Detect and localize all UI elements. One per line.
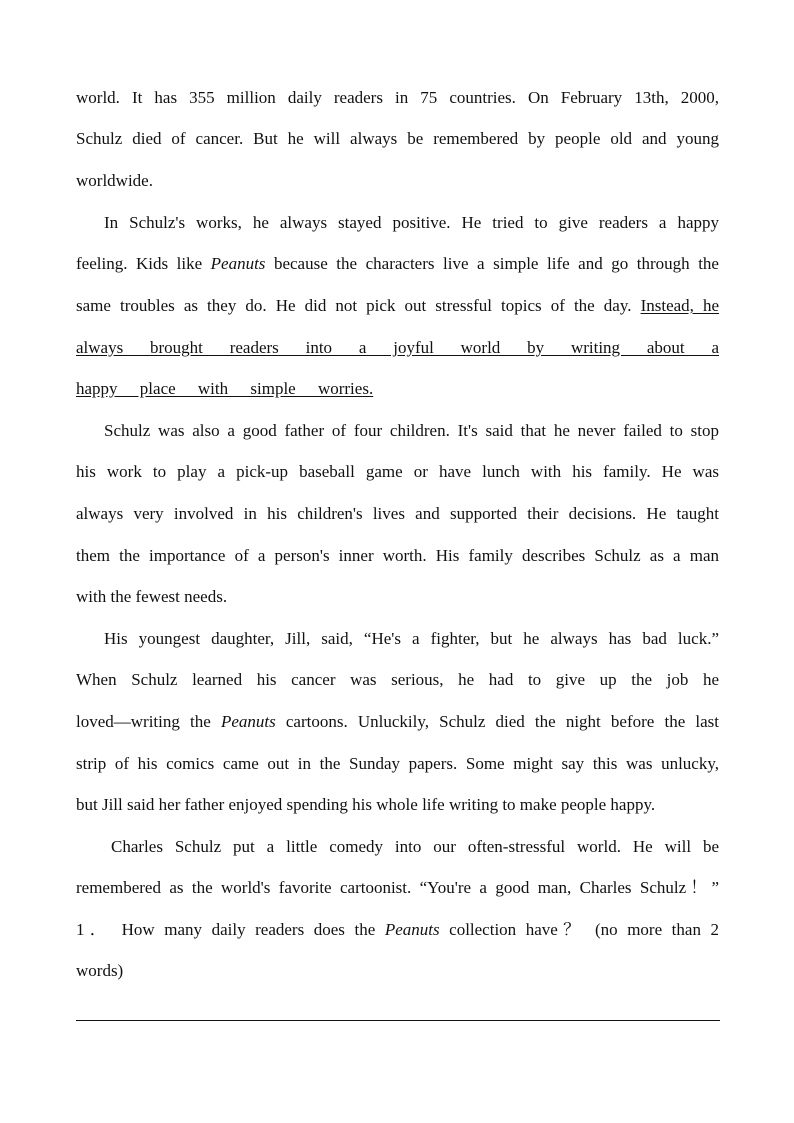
- paragraph-3-line-4: them the importance of a person's inner worth. His family describes Schulz as a man: [76, 546, 719, 565]
- paragraph-1-line-2: Schulz died of cancer. But he will always be remembered by people old and young: [76, 129, 719, 148]
- paragraph-3-line-3: always very involved in his children's lives and supported their decisions. He taught: [76, 504, 719, 523]
- text-run: loved—writing the: [76, 712, 221, 731]
- text-run: feeling. Kids like: [76, 254, 211, 273]
- text-run: 1． How many daily readers does the: [76, 920, 385, 939]
- paragraph-2-line-2: [76, 252, 719, 276]
- paragraph-1-line-1: world. It has 355 million daily readers in 75 countries. On February 13th, 2000,: [76, 88, 719, 107]
- paragraph-3-line-5: with the fewest needs.: [76, 587, 228, 606]
- paragraph-5-line-2: remembered as the world's favorite cartoonist. “You're a good man, Charles Schulz！”: [76, 878, 719, 897]
- paragraph-4-line-4: strip of his comics came out in the Sunday papers. Some might say this was unlucky,: [76, 754, 719, 773]
- text-run: cartoons. Unluckily, Schulz died the night before the last: [275, 712, 719, 731]
- text-run: collection have？ (no more than 2: [439, 920, 719, 939]
- paragraph-5-line-1: Charles Schulz put a little comedy into our often-stressful world. He will be: [111, 837, 719, 856]
- paragraph-4-line-1: His youngest daughter, Jill, said, “He's a fighter, but he always has bad luck.”: [104, 629, 719, 648]
- paragraph-4-line-5: but Jill said her father enjoyed spending his whole life writing to make people happy.: [76, 795, 656, 814]
- text-run: because the characters live a simple life and go through the: [265, 254, 719, 273]
- underlined-sentence-line-3: happy place with simple worries.: [76, 379, 374, 398]
- question-1-prompt-line-2: words): [76, 961, 124, 980]
- peanuts-title: Peanuts: [384, 920, 440, 939]
- answer-blank-line[interactable]: [76, 1020, 720, 1021]
- paragraph-1-line-3: worldwide.: [76, 171, 153, 190]
- question-1-prompt: [76, 918, 719, 942]
- paragraph-4-line-3: [76, 710, 719, 734]
- peanuts-title: Peanuts: [220, 712, 276, 731]
- text-run: same troubles as they do. He did not pick out stressful topics of the day.: [76, 296, 632, 315]
- paragraph-4-line-2: When Schulz learned his cancer was serious, he had to give up the job he: [76, 670, 719, 689]
- paragraph-2-line-1: In Schulz's works, he always stayed positive. He tried to give readers a happy: [104, 213, 719, 232]
- underlined-sentence-start: Instead, he: [640, 296, 720, 315]
- paragraph-2-line-3: [76, 294, 719, 318]
- underlined-sentence-line-2: always brought readers into a joyful world by writing about a: [76, 338, 719, 357]
- peanuts-title: Peanuts: [210, 254, 266, 273]
- paragraph-3-line-1: Schulz was also a good father of four children. It's said that he never failed to stop: [104, 421, 719, 440]
- paragraph-3-line-2: his work to play a pick-up baseball game or have lunch with his family. He was: [76, 462, 719, 481]
